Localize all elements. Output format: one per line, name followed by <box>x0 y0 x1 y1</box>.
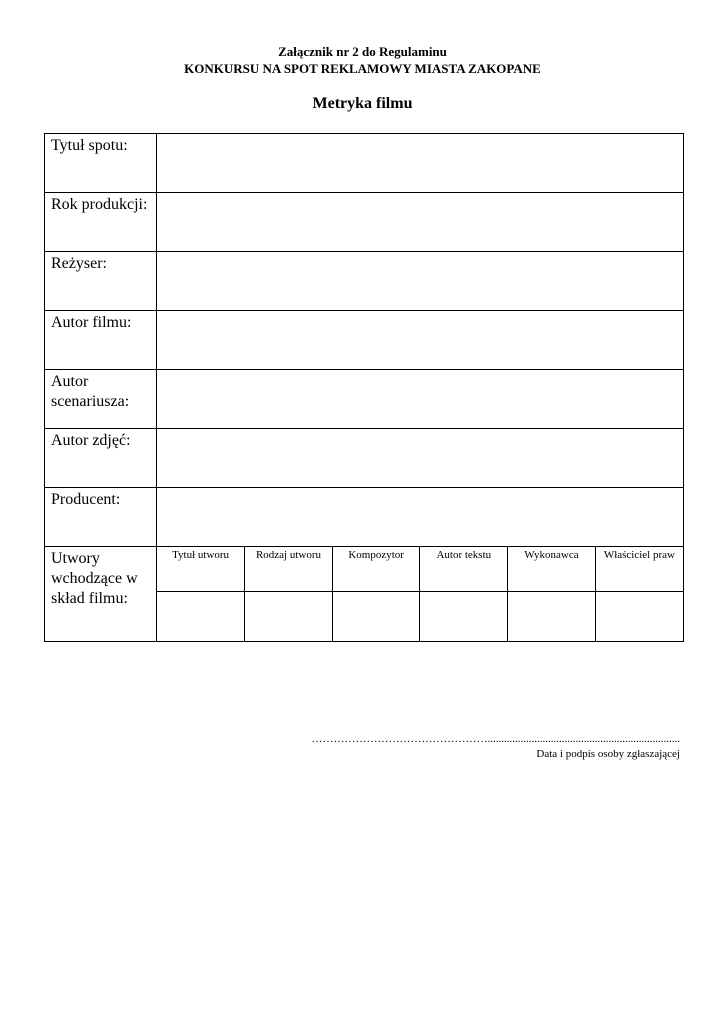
film-metadata-table <box>44 133 684 642</box>
author-input[interactable] <box>157 312 683 330</box>
works-entry-rights-owner[interactable] <box>595 592 683 642</box>
works-col-performer: Wykonawca <box>508 547 596 592</box>
field-row-director <box>45 252 684 311</box>
field-row-works <box>45 547 684 642</box>
field-label-year <box>45 193 157 252</box>
field-row-author <box>45 311 684 370</box>
field-label-screenwriter: Autor scenariusza: <box>45 370 157 429</box>
header-line-2: KONKURSU NA SPOT REKLAMOWY MIASTA ZAKOPANE <box>184 61 541 76</box>
works-col-composer: Kompozytor <box>332 547 420 592</box>
year-input[interactable] <box>157 194 683 212</box>
field-value-producer[interactable] <box>157 488 684 547</box>
producer-input[interactable] <box>157 489 683 507</box>
field-value-cinematographer[interactable] <box>157 429 684 488</box>
field-label-cinematographer: Autor zdjęć: <box>45 429 157 488</box>
field-label-director: Reżyser: <box>45 252 157 311</box>
works-table <box>157 547 683 641</box>
field-value-screenwriter[interactable] <box>157 370 684 429</box>
director-input[interactable] <box>157 253 683 271</box>
field-value-title[interactable] <box>157 134 684 193</box>
title-input[interactable] <box>157 135 683 153</box>
works-entry-title[interactable] <box>157 592 245 642</box>
field-label-producer: Producent: <box>45 488 157 547</box>
field-value-year[interactable] <box>157 193 684 252</box>
works-col-lyricist: Autor tekstu <box>420 547 508 592</box>
field-row-producer <box>45 488 684 547</box>
screenwriter-input[interactable] <box>157 371 683 389</box>
cinematographer-input[interactable] <box>157 430 683 448</box>
form-title: Metryka filmu <box>312 95 413 112</box>
works-entry-row <box>157 592 683 642</box>
header-line-1: Załącznik nr 2 do Regulaminu <box>278 44 447 59</box>
works-col-title: Tytuł utworu <box>157 547 245 592</box>
field-value-author[interactable] <box>157 311 684 370</box>
works-col-type: Rodzaj utworu <box>245 547 333 592</box>
works-entry-performer[interactable] <box>508 592 596 642</box>
works-col-rights-owner: Właściciel praw <box>595 547 683 592</box>
works-entry-type[interactable] <box>245 592 333 642</box>
field-row-cinematographer <box>45 429 684 488</box>
signature-caption: Data i podpis osoby zgłaszającej <box>536 748 680 760</box>
field-label-year-text: Rok produkcji: <box>51 196 148 213</box>
works-entry-composer[interactable] <box>332 592 420 642</box>
works-entry-lyricist[interactable] <box>420 592 508 642</box>
signature-line[interactable]: …………………………………………...................................................................... <box>311 733 680 745</box>
field-row-year <box>45 193 684 252</box>
works-header-row <box>157 547 683 592</box>
field-label-title: Tytuł spotu: <box>45 134 157 193</box>
field-row-title <box>45 134 684 193</box>
field-label-author: Autor filmu: <box>45 311 157 370</box>
works-table-cell <box>157 547 684 642</box>
field-value-director[interactable] <box>157 252 684 311</box>
field-label-works: Utwory wchodzące w skład filmu: <box>45 547 157 642</box>
field-row-screenwriter <box>45 370 684 429</box>
